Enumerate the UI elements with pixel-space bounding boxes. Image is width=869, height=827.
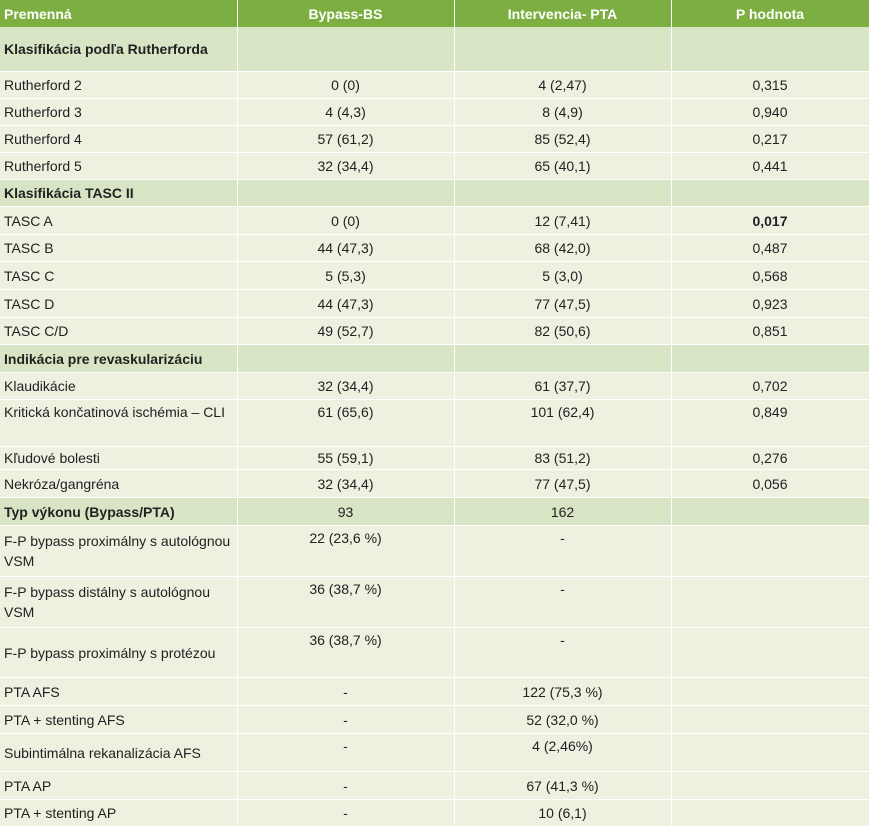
table-row [0,678,869,706]
bypass-value: 61 (65,6) [237,400,454,447]
pta-value: 8 (4,9) [454,99,671,126]
pta-value: 68 (42,0) [454,235,671,262]
table-row [0,318,869,345]
table-row [0,290,869,318]
table-row [0,706,869,734]
table-row [0,447,869,470]
p-value [671,678,869,706]
table-row [0,734,869,772]
pta-value: 82 (50,6) [454,318,671,345]
row-label: PTA AP [0,772,237,800]
section-row [0,498,869,526]
bypass-value: 5 (5,3) [237,262,454,290]
p-value [671,706,869,734]
pta-value: - [454,526,671,577]
row-label: Subintimálna rekanalizácia AFS [0,734,237,772]
p-value: 0,849 [671,400,869,447]
row-label: TASC C [0,262,237,290]
bypass-value: - [237,706,454,734]
p-value: 0,923 [671,290,869,318]
p-value: 0,441 [671,153,869,180]
bypass-value: 57 (61,2) [237,126,454,153]
row-label: Rutherford 3 [0,99,237,126]
table-row [0,153,869,180]
bypass-value: 36 (38,7 %) [237,628,454,678]
pta-value: 101 (62,4) [454,400,671,447]
table-row [0,126,869,153]
pta-total: 162 [454,498,671,526]
pta-value: 10 (6,1) [454,800,671,827]
bypass-value: 44 (47,3) [237,290,454,318]
table-row [0,628,869,678]
row-label: Nekróza/gangréna [0,470,237,498]
header-p-value: P hodnota [671,0,869,27]
table-row [0,577,869,628]
section-label: Klasifikácia podľa Rutherforda [0,27,237,72]
table-row [0,72,869,99]
table-row [0,400,869,447]
p-value-significant: 0,017 [752,212,788,229]
table-row [0,526,869,577]
pta-value: 83 (51,2) [454,447,671,470]
section-row [0,345,869,373]
row-label: TASC B [0,235,237,262]
p-value [671,734,869,772]
row-label: TASC A [0,207,237,235]
section-row [0,180,869,207]
table-row [0,235,869,262]
pta-value: 122 (75,3 %) [454,678,671,706]
bypass-value: 0 (0) [237,207,454,235]
pta-value: - [454,628,671,678]
p-value [671,800,869,827]
bypass-value: 49 (52,7) [237,318,454,345]
p-value [671,628,869,678]
row-label: Rutherford 5 [0,153,237,180]
p-value: 0,315 [671,72,869,99]
p-value: 0,487 [671,235,869,262]
table-row [0,772,869,800]
p-value: 0,056 [671,470,869,498]
p-value: 0,217 [671,126,869,153]
pta-value: 52 (32,0 %) [454,706,671,734]
table-row [0,207,869,235]
bypass-value: - [237,800,454,827]
row-label: F-P bypass distálny s autológnou VSM [0,577,237,628]
bypass-value: - [237,734,454,772]
row-label: F-P bypass proximálny s autológnou VSM [0,526,237,577]
row-label: PTA AFS [0,678,237,706]
pta-value: 85 (52,4) [454,126,671,153]
bypass-total: 93 [237,498,454,526]
p-value: 0,702 [671,373,869,400]
table-row [0,262,869,290]
bypass-value: 32 (34,4) [237,470,454,498]
p-value: 0,851 [671,318,869,345]
row-label: Klaudikácie [0,373,237,400]
row-label: Rutherford 4 [0,126,237,153]
row-label: PTA + stenting AFS [0,706,237,734]
bypass-value: - [237,772,454,800]
table-row [0,99,869,126]
section-label: Klasifikácia TASC II [0,180,237,207]
pta-value: - [454,577,671,628]
pta-value: 65 (40,1) [454,153,671,180]
p-value: 0,940 [671,99,869,126]
header-bypass: Bypass-BS [237,0,454,27]
section-row [0,27,869,72]
pta-value: 5 (3,0) [454,262,671,290]
p-value [671,526,869,577]
header-variable: Premenná [0,0,237,27]
pta-value: 77 (47,5) [454,290,671,318]
p-value: 0,568 [671,262,869,290]
bypass-value: 22 (23,6 %) [237,526,454,577]
p-value [671,577,869,628]
header-row [0,0,869,27]
row-label: TASC D [0,290,237,318]
pta-value: 4 (2,46%) [454,734,671,772]
bypass-value: 36 (38,7 %) [237,577,454,628]
bypass-value: 4 (4,3) [237,99,454,126]
p-value: 0,276 [671,447,869,470]
bypass-value: 32 (34,4) [237,153,454,180]
row-label: PTA + stenting AP [0,800,237,827]
table-row [0,470,869,498]
row-label: TASC C/D [0,318,237,345]
pta-value: 61 (37,7) [454,373,671,400]
section-label: Typ výkonu (Bypass/PTA) [0,498,237,526]
row-label: Kritická končatinová ischémia – CLI [0,400,237,447]
pta-value: 4 (2,47) [454,72,671,99]
p-value [671,772,869,800]
table-row [0,373,869,400]
pta-value: 67 (41,3 %) [454,772,671,800]
bypass-value: 32 (34,4) [237,373,454,400]
row-label: Rutherford 2 [0,72,237,99]
pta-value: 12 (7,41) [454,207,671,235]
bypass-value: - [237,678,454,706]
section-label: Indikácia pre revaskularizáciu [0,345,237,373]
pta-value: 77 (47,5) [454,470,671,498]
bypass-value: 0 (0) [237,72,454,99]
row-label: Kľudové bolesti [0,447,237,470]
header-pta: Intervencia- PTA [454,0,671,27]
bypass-value: 44 (47,3) [237,235,454,262]
bypass-value: 55 (59,1) [237,447,454,470]
row-label: F-P bypass proximálny s protézou [0,628,237,678]
table-row [0,800,869,827]
